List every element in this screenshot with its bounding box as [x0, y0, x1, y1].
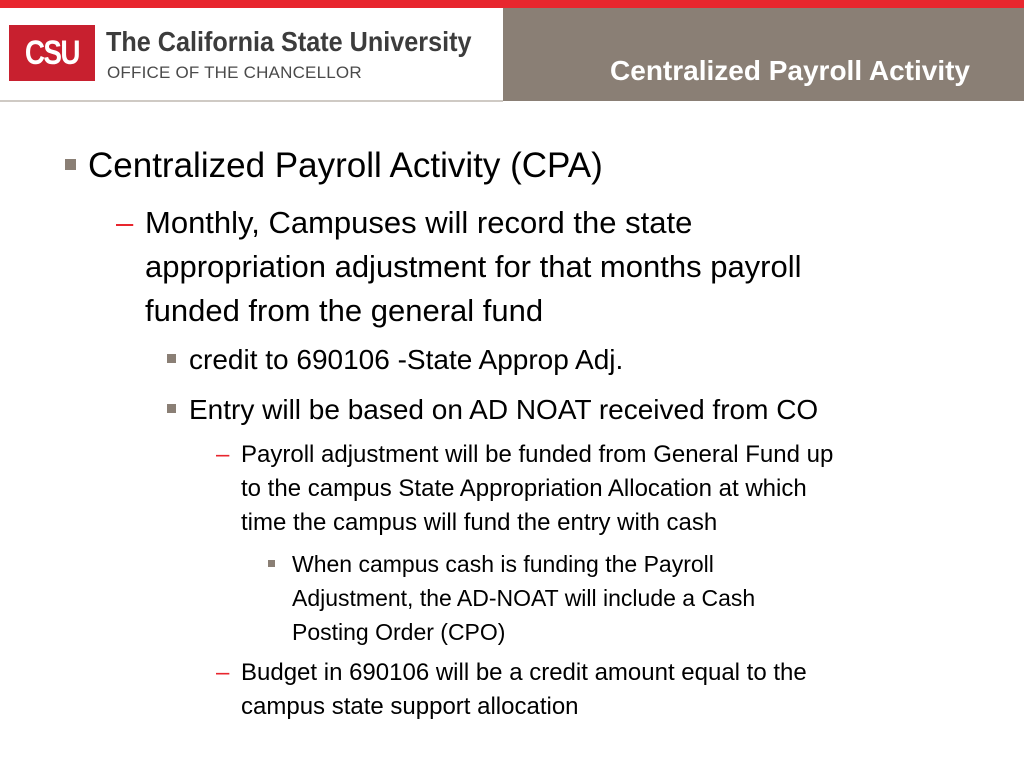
bullet-level5	[292, 547, 755, 649]
top-accent-stripe	[0, 0, 1024, 8]
slide-title: Centralized Payroll Activity	[610, 55, 970, 86]
text-line: Payroll adjustment will be funded from General Fund up	[241, 441, 834, 468]
text-line: Adjustment, the AD-NOAT will include a Cash	[292, 585, 756, 611]
text-line: Posting Order (CPO)	[292, 619, 506, 645]
square-bullet-icon	[268, 560, 275, 567]
text-line: Budget in 690106 will be a credit amount equal to the	[241, 659, 807, 686]
text-line: Monthly, Campuses will record the state	[145, 205, 693, 240]
organization-name: The California State University	[106, 26, 472, 57]
square-bullet-icon	[167, 354, 176, 363]
organization-subtitle: OFFICE OF THE CHANCELLOR	[107, 63, 362, 82]
header-divider	[0, 100, 503, 102]
text-line: When campus cash is funding the Payroll	[292, 551, 714, 577]
csu-logo-mark: CSU	[25, 33, 79, 72]
square-bullet-icon	[167, 404, 176, 413]
bullet-level4	[241, 656, 807, 724]
bullet-level2	[145, 201, 802, 333]
text-line: funded from the general fund	[145, 293, 544, 328]
bullet-level4	[241, 438, 833, 540]
bullet-level3: credit to 690106 -State Approp Adj.	[189, 344, 624, 375]
square-bullet-icon	[65, 159, 76, 170]
csu-logo	[9, 25, 95, 81]
bullet-level3: Entry will be based on AD NOAT received from CO	[189, 394, 819, 425]
text-line: appropriation adjustment for that months payroll	[145, 249, 802, 284]
dash-bullet-icon: –	[116, 205, 134, 240]
text-line: time the campus will fund the entry with cash	[241, 509, 718, 536]
dash-bullet-icon: –	[216, 659, 230, 686]
dash-bullet-icon: –	[216, 441, 230, 468]
text-line: to the campus State Appropriation Allocation at which	[241, 475, 807, 502]
bullet-level1: Centralized Payroll Activity (CPA)	[88, 146, 603, 185]
text-line: campus state support allocation	[241, 693, 579, 720]
